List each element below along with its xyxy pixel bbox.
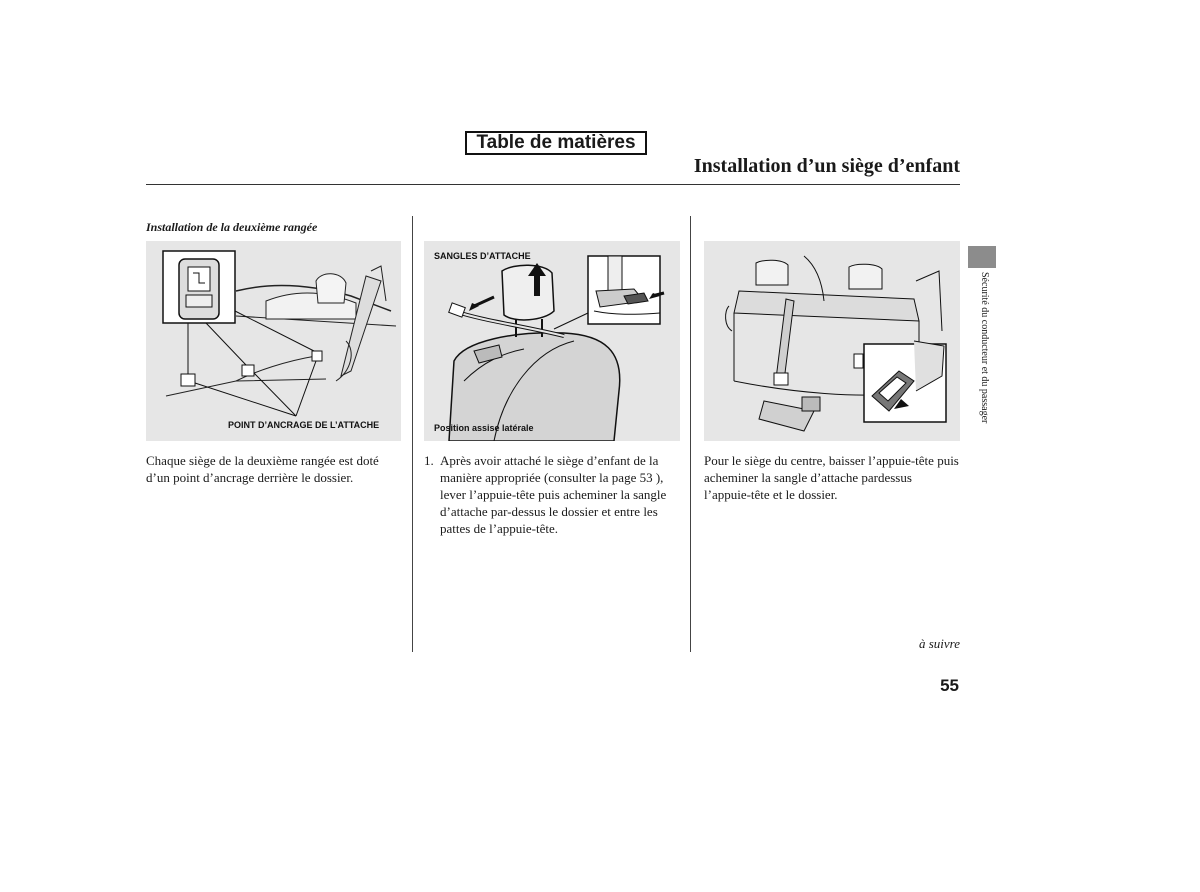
outboard-seat-label: Position assise latérale (434, 423, 534, 433)
header-divider (146, 184, 960, 185)
continued-note: à suivre (918, 636, 960, 651)
step-number: 1. (424, 453, 434, 468)
tether-strap-illustration (424, 241, 680, 441)
page-number: 55 (940, 676, 959, 695)
tether-straps-label: SANGLES D’ATTACHE (434, 251, 531, 261)
table-of-contents-button[interactable]: Table de matières (465, 131, 647, 155)
section-heading: Installation de la deuxième rangée (146, 220, 318, 234)
tether-strap-figure (424, 241, 680, 441)
center-seat-illustration (704, 241, 960, 441)
anchor-point-illustration (146, 241, 401, 441)
right-column-text: Pour le siège du centre, baisser l’appuie-tête puis acheminer la sangle d’attache pardessus l’appuie-tête et le dossier. (704, 453, 959, 502)
column-divider-1 (412, 216, 413, 652)
middle-column-text: Après avoir attaché le siège d’enfant de la manière appropriée (consulter la page 53 ), lever l’appuie-tête puis acheminer la sangle d’attache par-dessus le dossier et entre les pattes de l’appuie-tête. (440, 453, 667, 536)
page-title: Installation d’un siège d’enfant (693, 155, 960, 177)
left-column-text: Chaque siège de la deuxième rangée est doté d’un point d’ancrage derrière le dossier. (146, 453, 379, 485)
center-seat-figure (704, 241, 960, 441)
anchor-point-label: POINT D’ANCRAGE DE L’ATTACHE (228, 420, 380, 430)
column-divider-2 (690, 216, 691, 652)
chapter-tab-marker (968, 246, 996, 268)
anchor-point-figure (146, 241, 401, 441)
chapter-side-label: Sécurité du conducteur et du passager (979, 272, 990, 424)
